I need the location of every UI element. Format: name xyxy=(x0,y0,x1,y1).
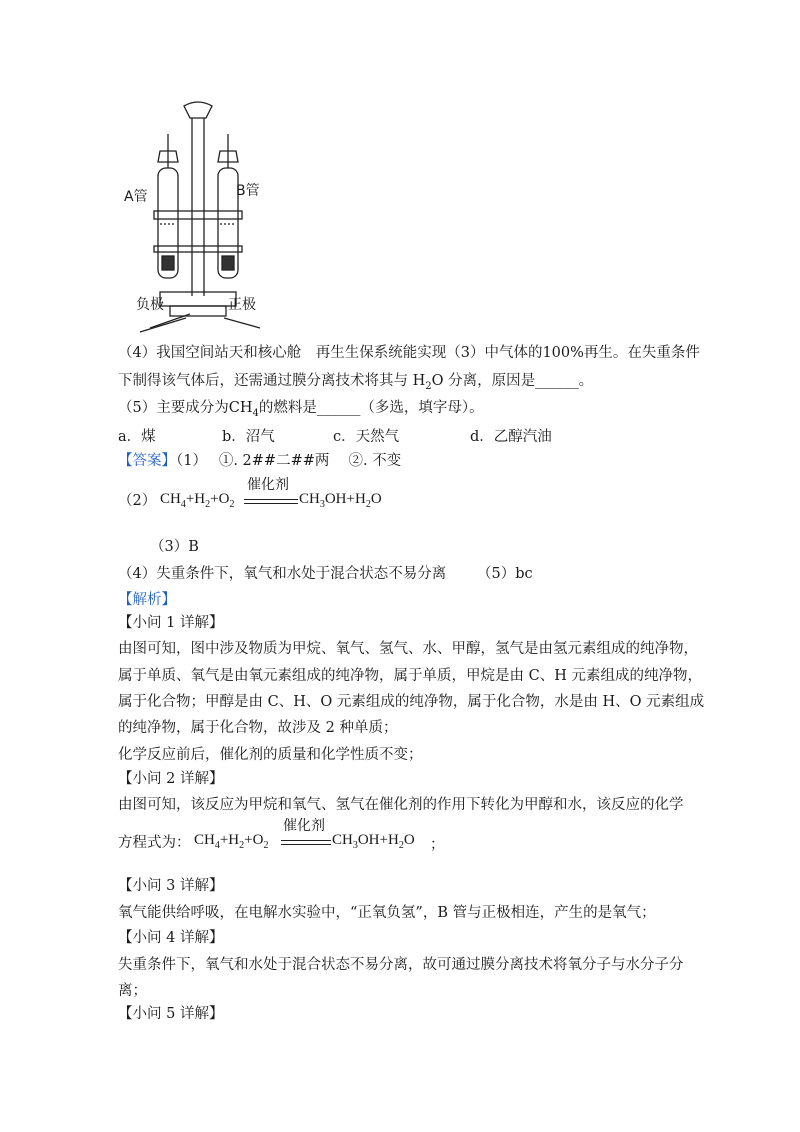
answer-double-arrow xyxy=(244,499,298,504)
analysis-catalyst: 催化剂 xyxy=(283,818,325,834)
analysis-p1-line-1: 由图可知，图中涉及物质为甲烷、氧气、氢气、水、甲醇，氢气是由氢元素组成的纯净物， xyxy=(118,641,698,657)
answer-catalyst: 催化剂 xyxy=(247,477,289,493)
analysis-p1-line-2: 属于单质、氧气是由氧元素组成的纯净物，属于单质，甲烷是由 C、H 元素组成的纯净物， xyxy=(118,668,702,684)
q4-line-1: （4）我国空间站天和核心舱 再生生保系统能实现（3）中气体的100%再生。在失重条件 xyxy=(118,345,700,361)
analysis-heading-4: 【小问 4 详解】 xyxy=(118,930,224,946)
analysis-heading-3: 【小问 3 详解】 xyxy=(118,878,224,894)
q4-line-2: 下制得该气体后，还需通过膜分离技术将其与 $H_2O$ 分离，原因是______。 xyxy=(118,373,594,392)
analysis-double-arrow xyxy=(281,840,331,845)
answer-part3: （3）B xyxy=(150,539,199,555)
analysis-p3: 氧气能供给呼吸，在电解水实验中，“正氧负氢”，B 管与正极相连，产生的是氧气； xyxy=(118,905,656,921)
analysis-p4-line-2: 离； xyxy=(118,983,147,999)
label-b-tube: B管 xyxy=(236,183,260,199)
q5-option-d: d．乙醇汽油 xyxy=(470,429,552,445)
answer-part5: （5）bc xyxy=(477,566,533,582)
q5-option-c: c．天然气 xyxy=(333,429,400,445)
q5-line: （5）主要成分为$CH_4$的燃料是______（多选，填字母）。 xyxy=(118,400,484,419)
analysis-p2: 由图可知，该反应为甲烷和氧气、氢气在催化剂的作用下转化为甲醇和水，该反应的化学 xyxy=(118,797,684,813)
analysis-eq-label: 方程式为： xyxy=(118,835,191,851)
answer-tag: 【答案】 xyxy=(118,453,176,469)
answer-line-1: 【答案】（1） ①. 2##二##两 ②. 不变 xyxy=(118,453,402,469)
label-positive-electrode: 正极 xyxy=(228,297,256,313)
label-a-tube: A管 xyxy=(124,189,148,205)
q5-option-b: b．沼气 xyxy=(222,429,275,445)
analysis-heading-5: 【小问 5 详解】 xyxy=(118,1006,224,1022)
analysis-p1-line-5: 化学反应前后，催化剂的质量和化学性质不变； xyxy=(118,747,423,763)
analysis-p4-line-1: 失重条件下，氧气和水处于混合状态不易分离，故可通过膜分离技术将氧分子与水分子分 xyxy=(118,957,684,973)
label-negative-electrode: 负极 xyxy=(136,297,164,313)
analysis-equation-right: $CH_3OH+H_2O$ xyxy=(332,832,415,851)
analysis-tag: 【解析】 xyxy=(118,592,176,608)
analysis-p1-line-3: 属于化合物；甲醇是由 C、H、O 元素组成的纯净物，属于化合物，水是由 H、O 元素组成 xyxy=(118,694,705,710)
analysis-eq-end: ； xyxy=(430,837,445,853)
answer-part2-label: （2） xyxy=(118,493,157,509)
answer-equation: $CH_4+H_2+O_2$ xyxy=(160,491,235,510)
analysis-heading-2: 【小问 2 详解】 xyxy=(118,771,224,787)
analysis-heading-1: 【小问 1 详解】 xyxy=(118,615,224,631)
q5-option-a: a．煤 xyxy=(118,429,156,445)
answer-part4: （4）失重条件下，氧气和水处于混合状态不易分离 xyxy=(118,566,447,582)
answer-equation-right: $CH_3OH+H_2O$ xyxy=(299,491,382,510)
analysis-equation: $CH_4+H_2+O_2$ xyxy=(194,832,269,851)
analysis-p1-line-4: 的纯净物，属于化合物，故涉及 2 种单质； xyxy=(118,720,398,736)
